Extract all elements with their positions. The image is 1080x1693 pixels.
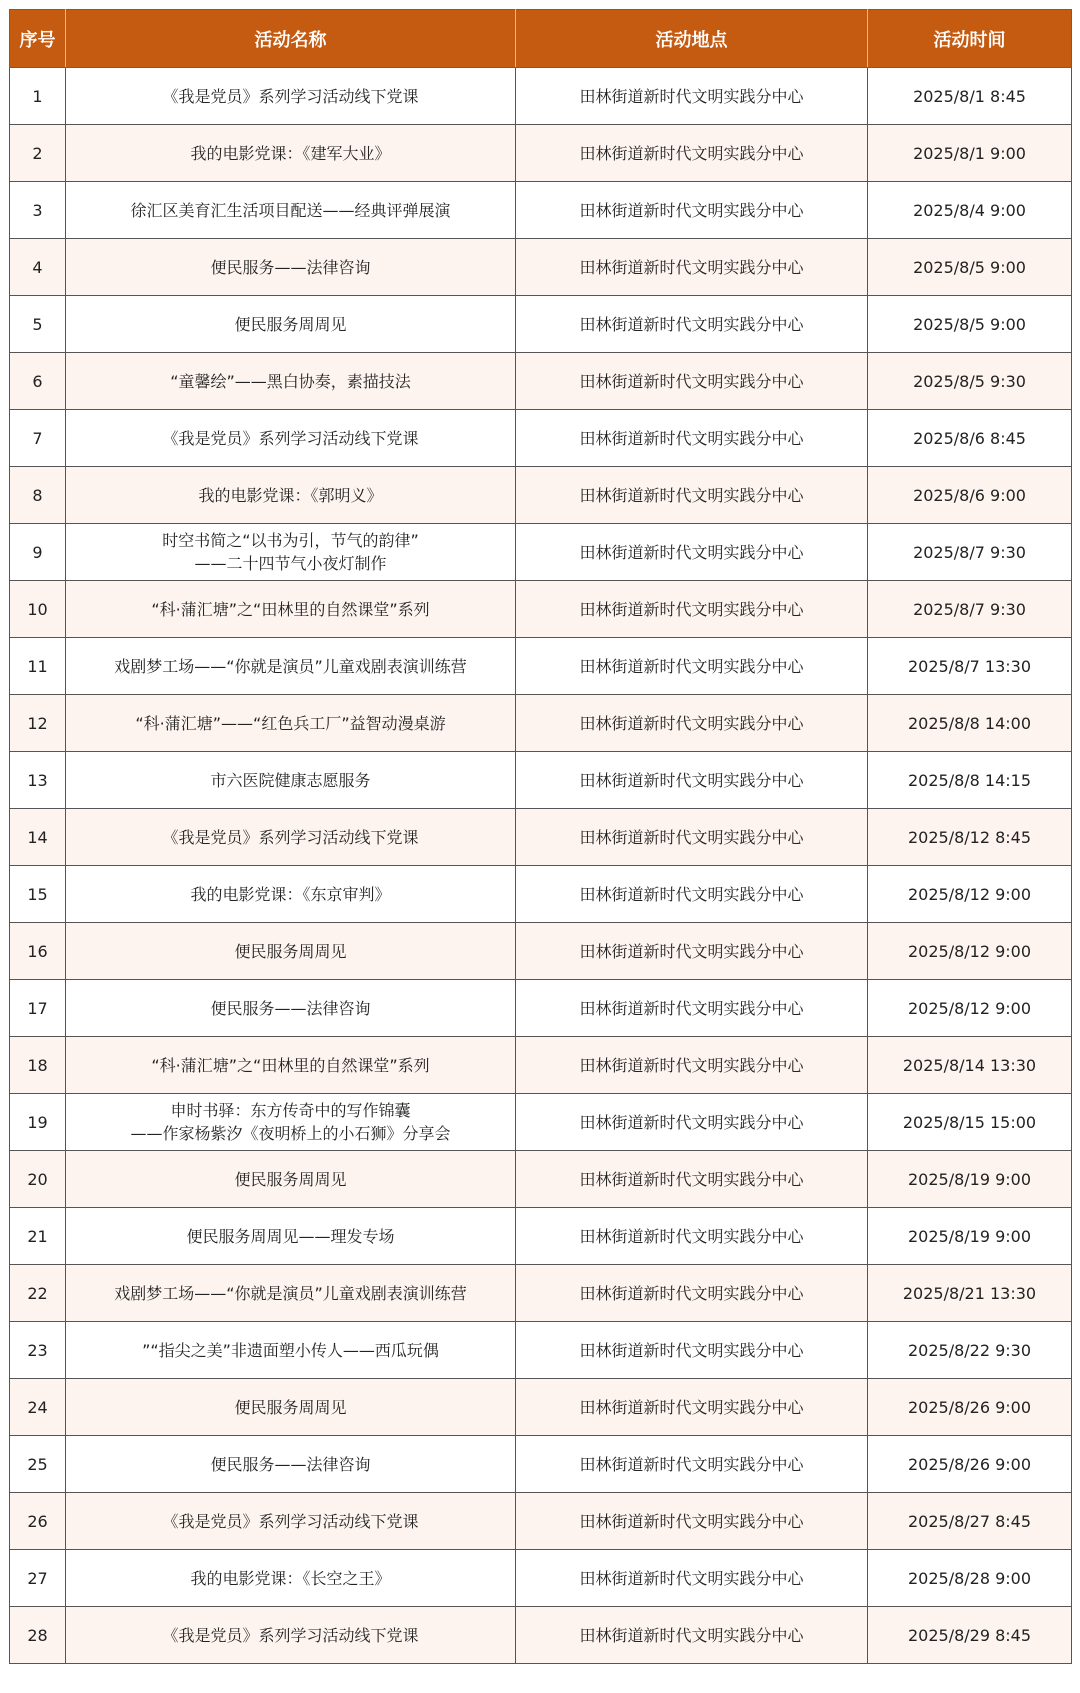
row-activity-location: 田林街道新时代文明实践分中心 (516, 1436, 868, 1493)
row-activity-location: 田林街道新时代文明实践分中心 (516, 695, 868, 752)
table-row (10, 1208, 1072, 1265)
row-activity-name (66, 752, 516, 809)
row-activity-name (66, 695, 516, 752)
row-activity-name (66, 68, 516, 125)
table-row (10, 1094, 1072, 1151)
row-number: 14 (10, 809, 66, 866)
row-number: 24 (10, 1379, 66, 1436)
table-row (10, 1265, 1072, 1322)
header-activity-time: 活动时间 (868, 10, 1072, 68)
row-activity-name (66, 1436, 516, 1493)
row-activity-name (66, 1607, 516, 1664)
row-activity-location: 田林街道新时代文明实践分中心 (516, 125, 868, 182)
row-activity-location: 田林街道新时代文明实践分中心 (516, 524, 868, 581)
row-activity-location: 田林街道新时代文明实践分中心 (516, 1379, 868, 1436)
row-activity-name (66, 296, 516, 353)
header-activity-name: 活动名称 (66, 10, 516, 68)
row-number: 18 (10, 1037, 66, 1094)
table-row (10, 524, 1072, 581)
activity-name-line: ——作家杨紫汐《夜明桥上的小石狮》分享会 (130, 1124, 451, 1143)
row-activity-name (66, 980, 516, 1037)
row-activity-time: 2025/8/7 9:30 (868, 524, 1072, 581)
table-row (10, 1436, 1072, 1493)
row-activity-location: 田林街道新时代文明实践分中心 (516, 410, 868, 467)
table-row (10, 467, 1072, 524)
row-activity-location: 田林街道新时代文明实践分中心 (516, 353, 868, 410)
activity-name-line: “科·蒲汇塘”——“红色兵工厂”益智动漫桌游 (135, 713, 446, 733)
row-activity-time: 2025/8/28 9:00 (868, 1550, 1072, 1607)
table-row (10, 410, 1072, 467)
row-activity-time: 2025/8/12 9:00 (868, 980, 1072, 1037)
activity-name-line: 申时书驿：东方传奇中的写作锦囊 (170, 1101, 411, 1120)
row-activity-location: 田林街道新时代文明实践分中心 (516, 1151, 868, 1208)
row-activity-location: 田林街道新时代文明实践分中心 (516, 467, 868, 524)
row-activity-name (66, 182, 516, 239)
row-number: 22 (10, 1265, 66, 1322)
table-row (10, 1493, 1072, 1550)
activity-name-line: 徐汇区美育汇生活项目配送——经典评弹展演 (130, 200, 451, 220)
row-activity-time: 2025/8/29 8:45 (868, 1607, 1072, 1664)
row-number: 16 (10, 923, 66, 980)
row-activity-location: 田林街道新时代文明实践分中心 (516, 1037, 868, 1094)
row-activity-name (66, 809, 516, 866)
row-number: 15 (10, 866, 66, 923)
row-number: 7 (10, 410, 66, 467)
table-row (10, 980, 1072, 1037)
table-row (10, 1322, 1072, 1379)
row-activity-name (66, 1094, 516, 1151)
activity-name-line: 我的电影党课：《东京审判》 (190, 884, 391, 904)
row-activity-location: 田林街道新时代文明实践分中心 (516, 923, 868, 980)
row-activity-location: 田林街道新时代文明实践分中心 (516, 980, 868, 1037)
activity-name-line: 便民服务周周见 (234, 941, 347, 961)
table-row (10, 1379, 1072, 1436)
table-row (10, 1607, 1072, 1664)
activity-schedule-table-container (9, 9, 1071, 1664)
row-activity-time: 2025/8/12 8:45 (868, 809, 1072, 866)
activity-name-line: 便民服务周周见 (234, 1169, 347, 1189)
row-activity-time: 2025/8/14 13:30 (868, 1037, 1072, 1094)
activity-name-line: “科·蒲汇塘”之“田林里的自然课堂”系列 (151, 599, 430, 619)
row-activity-location: 田林街道新时代文明实践分中心 (516, 638, 868, 695)
row-activity-name (66, 1550, 516, 1607)
row-activity-time: 2025/8/19 9:00 (868, 1151, 1072, 1208)
row-number: 25 (10, 1436, 66, 1493)
row-number: 1 (10, 68, 66, 125)
row-activity-location: 田林街道新时代文明实践分中心 (516, 581, 868, 638)
row-activity-location: 田林街道新时代文明实践分中心 (516, 809, 868, 866)
row-activity-time: 2025/8/15 15:00 (868, 1094, 1072, 1151)
row-activity-name (66, 1265, 516, 1322)
table-row (10, 296, 1072, 353)
activity-name-line: 《我是党员》系列学习活动线下党课 (162, 1625, 419, 1645)
row-number: 6 (10, 353, 66, 410)
row-activity-time: 2025/8/22 9:30 (868, 1322, 1072, 1379)
row-activity-time: 2025/8/6 9:00 (868, 467, 1072, 524)
row-activity-time: 2025/8/19 9:00 (868, 1208, 1072, 1265)
activity-name-line: “科·蒲汇塘”之“田林里的自然课堂”系列 (151, 1055, 430, 1075)
row-activity-name (66, 524, 516, 581)
row-activity-location: 田林街道新时代文明实践分中心 (516, 1607, 868, 1664)
row-activity-name (66, 1379, 516, 1436)
row-activity-time: 2025/8/12 9:00 (868, 923, 1072, 980)
activity-name-line: 《我是党员》系列学习活动线下党课 (162, 428, 419, 448)
row-activity-location: 田林街道新时代文明实践分中心 (516, 1550, 868, 1607)
activity-name-line: ”“指尖之美”非遗面塑小传人——西瓜玩偶 (142, 1340, 439, 1360)
row-number: 27 (10, 1550, 66, 1607)
activity-name-line: ——二十四节气小夜灯制作 (194, 554, 387, 573)
activity-name-line: 我的电影党课：《郭明义》 (198, 485, 383, 505)
activity-name-line: 市六医院健康志愿服务 (210, 770, 371, 790)
activity-name-line: 《我是党员》系列学习活动线下党课 (162, 1511, 419, 1531)
row-number: 26 (10, 1493, 66, 1550)
row-activity-name (66, 1151, 516, 1208)
row-number: 12 (10, 695, 66, 752)
table-row (10, 353, 1072, 410)
activity-name-line: 便民服务——法律咨询 (210, 1454, 371, 1474)
row-activity-name (66, 467, 516, 524)
table-body (10, 68, 1072, 1664)
row-number: 19 (10, 1094, 66, 1151)
table-row (10, 923, 1072, 980)
table-row (10, 125, 1072, 182)
row-activity-time: 2025/8/8 14:15 (868, 752, 1072, 809)
row-activity-location: 田林街道新时代文明实践分中心 (516, 296, 868, 353)
activity-name-line: 戏剧梦工场——“你就是演员”儿童戏剧表演训练营 (114, 1283, 467, 1303)
row-activity-location: 田林街道新时代文明实践分中心 (516, 1322, 868, 1379)
row-activity-time: 2025/8/27 8:45 (868, 1493, 1072, 1550)
row-activity-name (66, 1208, 516, 1265)
row-number: 2 (10, 125, 66, 182)
activity-name-line: 时空书简之“以书为引，节气的韵律” (162, 531, 419, 550)
row-activity-name (66, 353, 516, 410)
row-activity-time: 2025/8/26 9:00 (868, 1379, 1072, 1436)
row-activity-time: 2025/8/1 9:00 (868, 125, 1072, 182)
header-row (10, 10, 1072, 68)
activity-name-line: 戏剧梦工场——“你就是演员”儿童戏剧表演训练营 (114, 656, 467, 676)
row-activity-name (66, 866, 516, 923)
activity-name-line: 《我是党员》系列学习活动线下党课 (162, 827, 419, 847)
header-activity-location: 活动地点 (516, 10, 868, 68)
row-activity-time: 2025/8/1 8:45 (868, 68, 1072, 125)
activity-name-line: 我的电影党课：《建军大业》 (190, 143, 391, 163)
row-activity-location: 田林街道新时代文明实践分中心 (516, 239, 868, 296)
row-activity-time: 2025/8/5 9:00 (868, 296, 1072, 353)
activity-name-line: 便民服务——法律咨询 (210, 257, 371, 277)
row-activity-name (66, 239, 516, 296)
row-activity-name (66, 1493, 516, 1550)
row-activity-time: 2025/8/7 13:30 (868, 638, 1072, 695)
row-number: 11 (10, 638, 66, 695)
activity-name-line: 便民服务周周见——理发专场 (186, 1226, 395, 1246)
table-row (10, 809, 1072, 866)
activity-name-line: 便民服务周周见 (234, 314, 347, 334)
row-activity-location: 田林街道新时代文明实践分中心 (516, 866, 868, 923)
row-activity-location: 田林街道新时代文明实践分中心 (516, 1094, 868, 1151)
row-number: 8 (10, 467, 66, 524)
row-activity-location: 田林街道新时代文明实践分中心 (516, 182, 868, 239)
activity-schedule-table (9, 9, 1072, 1664)
table-row (10, 182, 1072, 239)
row-activity-location: 田林街道新时代文明实践分中心 (516, 752, 868, 809)
row-activity-location: 田林街道新时代文明实践分中心 (516, 1265, 868, 1322)
table-row (10, 1037, 1072, 1094)
row-activity-location: 田林街道新时代文明实践分中心 (516, 68, 868, 125)
row-number: 21 (10, 1208, 66, 1265)
row-activity-name (66, 1037, 516, 1094)
activity-name-line: “童馨绘”——黑白协奏，素描技法 (170, 371, 411, 391)
activity-name-line: 我的电影党课：《长空之王》 (190, 1568, 391, 1588)
activity-name-line: 《我是党员》系列学习活动线下党课 (162, 86, 419, 106)
row-activity-name (66, 1322, 516, 1379)
table-row (10, 68, 1072, 125)
row-activity-location: 田林街道新时代文明实践分中心 (516, 1208, 868, 1265)
row-number: 5 (10, 296, 66, 353)
row-activity-name (66, 581, 516, 638)
row-activity-time: 2025/8/8 14:00 (868, 695, 1072, 752)
header-number: 序号 (10, 10, 66, 68)
table-row (10, 638, 1072, 695)
row-activity-time: 2025/8/5 9:00 (868, 239, 1072, 296)
table-row (10, 239, 1072, 296)
row-activity-name (66, 125, 516, 182)
row-number: 9 (10, 524, 66, 581)
table-row (10, 1550, 1072, 1607)
table-header (10, 10, 1072, 68)
row-activity-time: 2025/8/12 9:00 (868, 866, 1072, 923)
activity-name-line: 便民服务周周见 (234, 1397, 347, 1417)
row-activity-time: 2025/8/7 9:30 (868, 581, 1072, 638)
row-activity-name (66, 410, 516, 467)
row-number: 13 (10, 752, 66, 809)
table-row (10, 1151, 1072, 1208)
row-activity-time: 2025/8/5 9:30 (868, 353, 1072, 410)
table-row (10, 695, 1072, 752)
row-activity-time: 2025/8/6 8:45 (868, 410, 1072, 467)
table-row (10, 752, 1072, 809)
table-row (10, 866, 1072, 923)
row-activity-name (66, 638, 516, 695)
row-number: 17 (10, 980, 66, 1037)
row-number: 20 (10, 1151, 66, 1208)
activity-name-line: 便民服务——法律咨询 (210, 998, 371, 1018)
row-number: 4 (10, 239, 66, 296)
row-number: 10 (10, 581, 66, 638)
table-row (10, 581, 1072, 638)
row-activity-time: 2025/8/21 13:30 (868, 1265, 1072, 1322)
row-activity-time: 2025/8/26 9:00 (868, 1436, 1072, 1493)
row-number: 3 (10, 182, 66, 239)
row-number: 23 (10, 1322, 66, 1379)
row-activity-name (66, 923, 516, 980)
row-number: 28 (10, 1607, 66, 1664)
row-activity-location: 田林街道新时代文明实践分中心 (516, 1493, 868, 1550)
row-activity-time: 2025/8/4 9:00 (868, 182, 1072, 239)
